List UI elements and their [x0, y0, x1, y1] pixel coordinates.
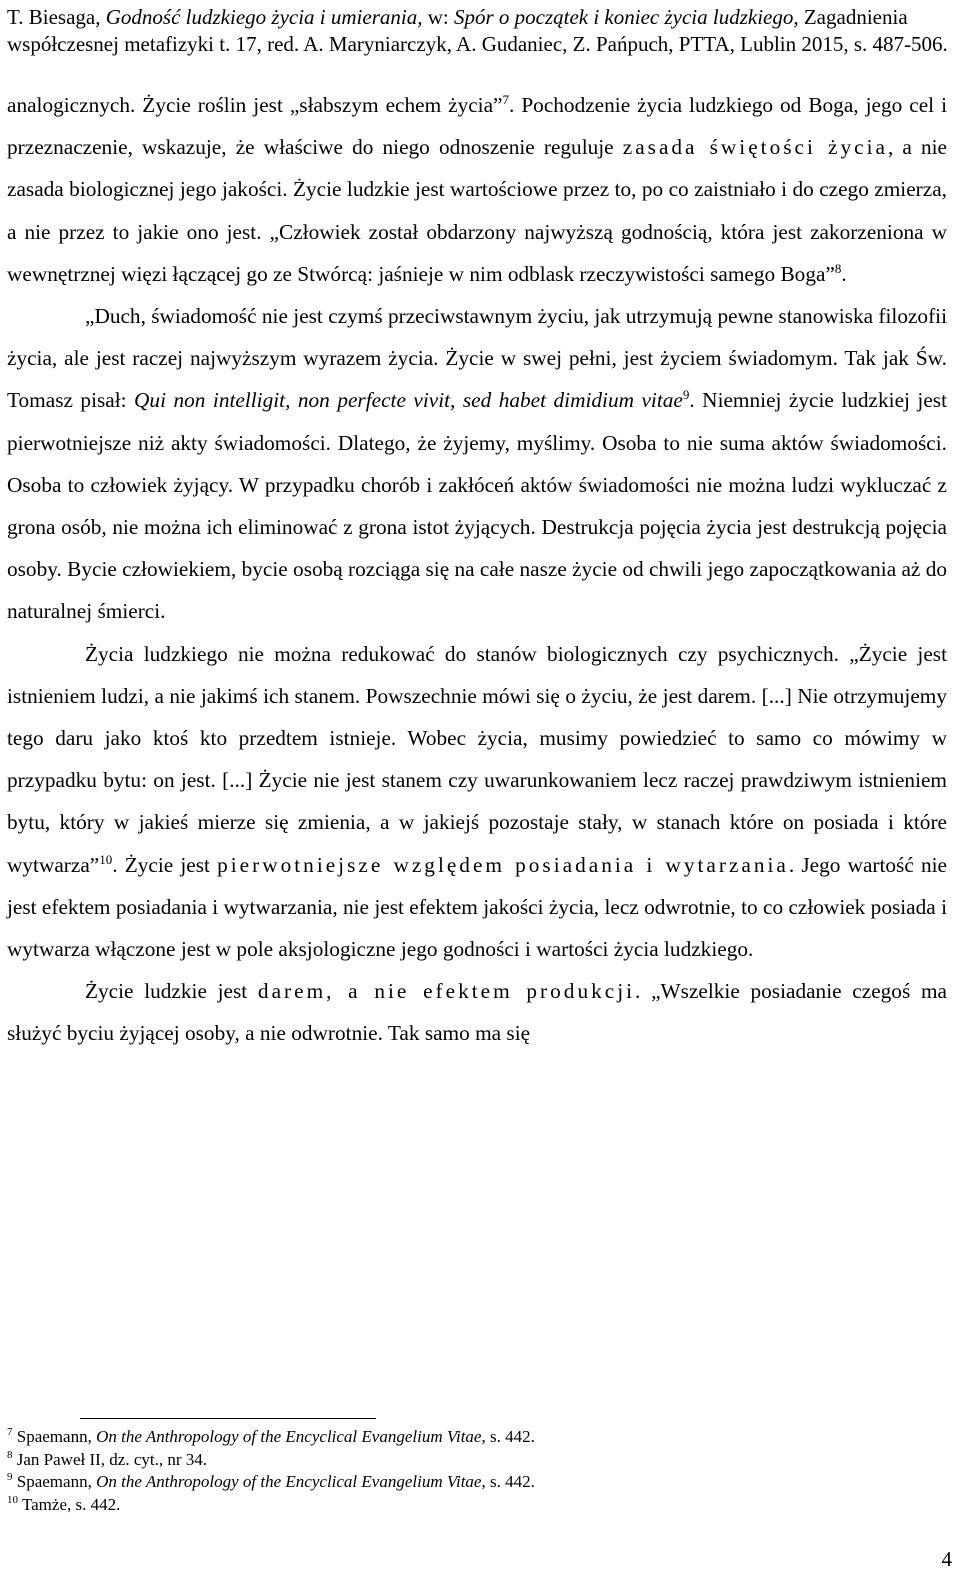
footnote-ref-9: 9: [682, 387, 690, 403]
footnotes: [7, 1426, 947, 1516]
footnote-title: On the Anthropology of the Encyclical Evangelium Vitae: [96, 1427, 482, 1446]
footnote-text: Jan Paweł II, dz. cyt., nr 34.: [12, 1449, 208, 1469]
p3-text-b: . Życie jest: [112, 852, 218, 877]
footnote-10: [7, 1494, 947, 1517]
header-in: w:: [422, 5, 454, 29]
footnote-9: [7, 1471, 947, 1494]
paragraph-1: [7, 84, 947, 295]
footnote-number: 8: [7, 1448, 13, 1461]
paragraph-2: [7, 295, 947, 633]
footnote-number: 9: [7, 1471, 13, 1483]
footnote-pages: , s. 442.: [481, 1472, 535, 1491]
footnote-ref-7: 7: [502, 92, 510, 107]
footnote-number: 10: [7, 1493, 18, 1506]
p1-text-d: .: [841, 261, 847, 286]
footnote-number: 7: [7, 1426, 13, 1438]
footnote-8: [7, 1449, 947, 1472]
body-text: [7, 84, 947, 1055]
footnote-text: Spaemann,: [12, 1472, 97, 1491]
paragraph-4: [7, 970, 947, 1054]
p3-text-a: Życia ludzkiego nie można redukować do stanów biologicznych czy psychicznych. „Życie jest istnieniem ludzi, a nie jakimś ich stanem. Powszechnie mówi się o życiu, że jest darem. [...] Nie otrzymujemy tego daru jako ktoś kto przedtem istnieje. Wobec życia, musimy powiedzieć to samo co mówimy w przypadku bytu: on jest. [...] Życie nie jest stanem czy uwarunkowaniem lecz raczej prawdziwym istnieniem bytu, który w jakieś mierze się zmienia, a w jakiejś pozostaje stały, w stanach które on posiada i które wytwarza”: [7, 641, 947, 877]
footnote-text: Tamże, s. 442.: [18, 1494, 121, 1514]
footnote-7: [7, 1426, 947, 1449]
footnote-ref-8: 8: [834, 260, 842, 276]
footnote-separator: [80, 1418, 376, 1419]
p2-text-b: . Niemniej życie ludzkiej jest pierwotniejsze niż akty świadomości. Dlatego, że żyjemy, myślimy. Osoba to nie suma aktów świadomości. Osoba to człowiek żyjący. W przypadku chorób i zakłóceń aktów świadomości nie można ludzi wykluczać z grona osób, nie można ich eliminować z grona istot żyjących. Destrukcja pojęcia życia jest destrukcją pojęcia osoby. Bycie człowiekiem, bycie osobą rozciąga się na całe nasze życie od chwili jego zapoczątkowania aż do naturalnej śmierci.: [7, 388, 948, 624]
header-author: T. Biesaga,: [7, 5, 106, 29]
footnote-ref-10: 10: [99, 851, 113, 867]
header-article-title: Godność ludzkiego życia i umierania,: [105, 5, 423, 29]
p4-text-b: . „Wszelkie posiadanie czegoś ma służyć byciu żyjącej osoby, a nie odwrotnie. Tak samo ma się: [7, 979, 947, 1046]
footnote-text: Spaemann,: [12, 1427, 97, 1446]
latin-quote: Qui non intelligit, non perfecte vivit, sed habet dimidium vitae: [134, 388, 683, 413]
paragraph-3: [7, 633, 947, 971]
header-publication: Zagadnienia współczesnej metafizyki t. 17, red. A. Maryniarczyk, A. Gudaniec, Z. Pańpuch, PTTA, Lublin 2015, s. 487-506.: [7, 5, 948, 56]
p4-text-a: Życie ludzkie jest: [85, 979, 258, 1004]
p3-spaced-emphasis: pierwotniejsze względem posiadania i wytarzania: [217, 852, 789, 877]
p1-text-b: . Pochodzenie życia ludzkiego od Boga, jego cel i przeznaczenie, wskazuje, że właściwe do niego odnoszenie reguluje: [7, 93, 947, 160]
p1-spaced-emphasis: zasada świętości życia: [622, 135, 888, 160]
footnote-pages: , s. 442.: [481, 1427, 535, 1446]
p2-text-a: „Duch, świadomość nie jest czymś przeciwstawnym życiu, jak utrzymują pewne stanowiska filozofii życia, ale jest raczej najwyższym wyrazem życia. Życie w swej pełni, jest życiem świadomym. Tak jak Św. Tomasz pisał:: [7, 304, 947, 413]
p1-text-a: analogicznych. Życie roślin jest „słabszym echem życia”: [7, 93, 503, 117]
p3-text-c: . Jego wartość nie jest efektem posiadania i wytwarzania, nie jest efektem jakości życia, lecz odwrotnie, to co człowiek posiada i wytwarza włączone jest w pole aksjologiczne jego godności i wartości życia ludzkiego.: [7, 852, 947, 962]
page-number: 4: [941, 1547, 952, 1571]
p4-spaced-emphasis: darem, a nie efektem produkcji: [257, 979, 636, 1004]
citation-header: [7, 4, 955, 58]
p1-text-c: , a nie zasada biologicznej jego jakości. Życie ludzkie jest wartościowe przez to, po co zaistniało i do czego zmierza, a nie przez to jakie ono jest. „Człowiek został obdarzony najwyższą godnością, która jest zakorzeniona w wewnętrznej więzi łączącej go ze Stwórcą: jaśnieje w nim odblask rzeczywistości samego Boga”: [7, 135, 947, 286]
header-book-title: Spór o początek i koniec życia ludzkiego,: [453, 5, 799, 29]
footnote-title: On the Anthropology of the Encyclical Evangelium Vitae: [96, 1472, 482, 1491]
